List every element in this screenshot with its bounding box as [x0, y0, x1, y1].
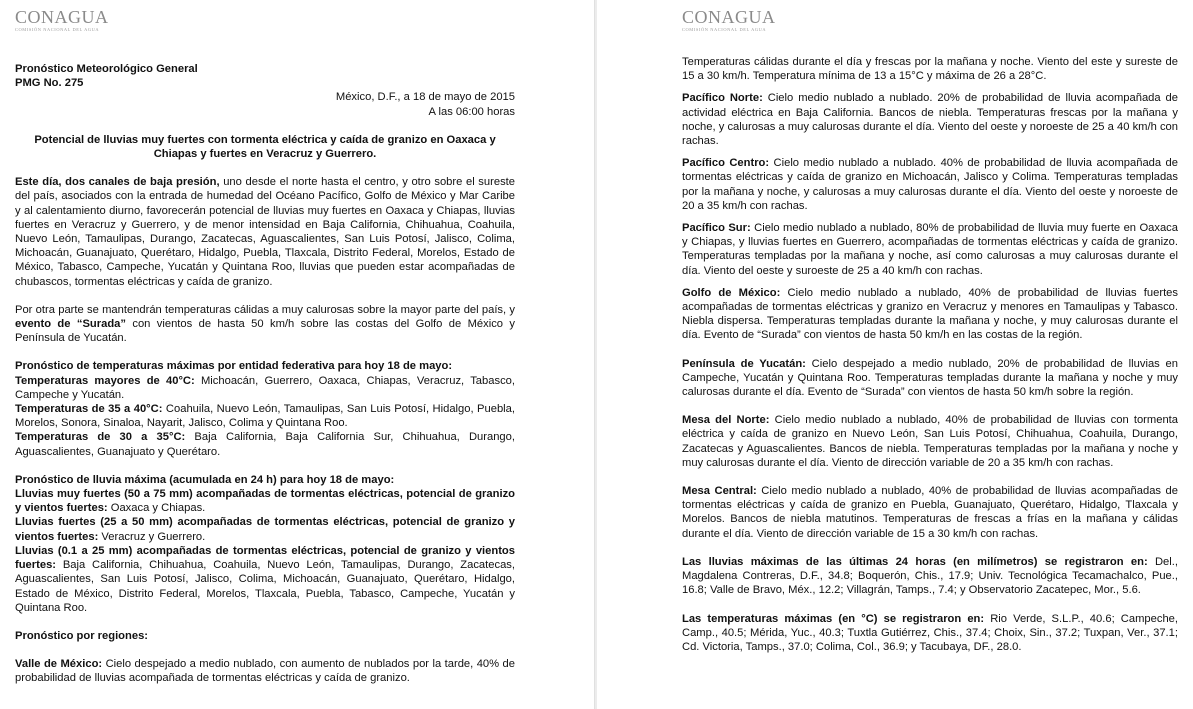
region-pacifico-norte — [682, 91, 1178, 148]
region-text: Cielo medio nublado a nublado. 40% de probabilidad de lluvia acompañada de tormentas eléctricas y caída de granizo en Michoacán, Jalisco y Colima. Temperaturas templadas por la mañana y noche, y calurosas a muy calurosas durante el día. Viento del oeste y noroeste de 20 a 35 km/h con rachas. — [682, 157, 1178, 212]
doc-time: A las 06:00 horas — [428, 105, 515, 118]
rain-item-text: Baja California, Chihuahua, Coahuila, Nuevo León, Tamaulipas, Durango, Zacatecas, Aguascalientes, San Luis Potosí, Jalisco, Colima, Michoacán, Guanajuato, Querétaro, Hidalgo, Estado de México, Distrito Federal, Morelos, Tlaxcala, Puebla, Tabasco, Campeche, Yucatán y Quintana Roo. — [15, 559, 515, 614]
logo-wordmark: CONAGUA — [15, 7, 109, 27]
surada-post: con vientos de hasta 50 km/h sobre las costas del Golfo de México y Península de Yucatán. — [15, 318, 515, 345]
region-label: Mesa del Norte: — [682, 414, 770, 427]
rain-item-label: Lluvias fuertes (25 a 50 mm) acompañadas de tormentas eléctricas, potencial de granizo y vientos fuertes: — [15, 516, 515, 543]
doc-date: México, D.F., a 18 de mayo de 2015 — [335, 91, 515, 104]
conagua-logo — [682, 8, 776, 32]
logo-subtitle: COMISIÓN NACIONAL DEL AGUA — [15, 27, 100, 32]
region-text: Cielo medio nublado a nublado. 20% de probabilidad de lluvia acompañada de actividad eléctrica en Baja California. Bancos de niebla. Temperaturas frescas por la mañana y noche, y calurosas a muy calurosas durante el día. Viento del oeste y noroeste de 25 a 40 km/h con rachas. — [682, 92, 1178, 148]
rain-max-label: Las lluvias máximas de las últimas 24 horas (en milímetros) se registraron en: — [682, 555, 1148, 568]
rain-item — [15, 487, 515, 515]
temp-item-text: Michoacán, Guerrero, Oaxaca, Chiapas, Veracruz, Tabasco, Campeche y Yucatán. — [15, 374, 515, 401]
logo-subtitle: COMISIÓN NACIONAL DEL AGUA — [682, 27, 767, 32]
document-page-right — [597, 0, 1193, 709]
intro-paragraph — [15, 175, 515, 289]
rain-section — [15, 473, 515, 615]
surada-paragraph — [15, 303, 515, 346]
intro-bold: Este día, dos canales de baja presión, — [15, 176, 220, 189]
region-mesa-norte — [682, 413, 1178, 470]
region-pacifico-sur — [682, 221, 1178, 278]
surada-pre: Por otra parte se mantendrán temperaturas cálidas a muy calurosas sobre la mayor parte del país, y — [15, 303, 515, 316]
region-label: Pacífico Norte: — [682, 92, 763, 105]
temp-item-text: Coahuila, Nuevo León, Tamaulipas, San Luis Potosí, Hidalgo, Puebla, Morelos, Sonora, Sinaloa, Nayarit, Jalisco, Colima y Quintana Roo. — [15, 403, 515, 430]
region-label: Valle de México: — [15, 658, 103, 671]
valle-continuation: Temperaturas cálidas durante el día y frescas por la mañana y noche. Viento del este y sureste de 15 a 30 km/h. Temperatura mínima de 13 a 15°C y máxima de 26 a 28°C. — [682, 56, 1178, 83]
rain-item — [15, 515, 515, 543]
temp-max-label: Las temperaturas máximas (en °C) se registraron en: — [682, 612, 985, 625]
region-label: Península de Yucatán: — [682, 357, 806, 370]
rain-item — [15, 544, 515, 615]
logo-wordmark: CONAGUA — [682, 7, 776, 27]
regions-heading — [15, 629, 515, 643]
temp-max-paragraph — [682, 612, 1178, 655]
surada-bold: evento de “Surada” — [15, 318, 126, 331]
region-peninsula-yucatan — [682, 357, 1178, 400]
region-text: Cielo medio nublado a nublado, 40% de probabilidad de lluvias fuertes acompañadas de tormentas eléctricas y granizo en Veracruz y menores en Tamaulipas y Tabasco. Niebla dispersa. Temperaturas templadas durante la mañana y noche, y muy calurosas durante el día. Evento de “Surada” con vientos de hasta 50 km/h en las costas de la región. — [682, 286, 1178, 342]
right-page-content — [682, 55, 1178, 654]
temp-max-text: Rio Verde, S.L.P., 40.6; Campeche, Camp., 40.5; Mérida, Yuc., 40.3; Tuxtla Gutiérrez, Chis., 37.4; Choix, Sin., 37.2; Tuxpan, Ver., 37.1; Cd. Victoria, Tamps., 37.0; Colima, Col., 36.9; y Tacubaya, DF., 28.0. — [682, 612, 1178, 653]
rain-max-text: Del., Magdalena Contreras, D.F., 34.8; Boquerón, Chis., 17.9; Univ. Tecnológica Tecamachalco, Pue., 16.8; Valle de Bravo, Méx., 12.2; Villagrán, Tamps., 7.4; y Observatorio Zacatepec, Mor., 5.6. — [682, 555, 1178, 597]
region-text: Cielo despejado a medio nublado, 20% de probabilidad de lluvias en Campeche, Yucatán y Quintana Roo. Temperaturas templadas durante la mañana y noche y muy calurosas durante el día. Evento de “Surada” con vientos de hasta 50 km/h sobre la región. — [682, 357, 1178, 399]
document-page-left — [0, 0, 596, 709]
temperature-section — [15, 359, 515, 458]
rain-item-text: Oaxaca y Chiapas. — [107, 502, 206, 515]
region-mesa-central — [682, 484, 1178, 541]
rain-item-label: Lluvias muy fuertes (50 a 75 mm) acompañadas de tormentas eléctricas, potencial de granizo y vientos fuertes: — [15, 488, 515, 515]
temps-heading: Pronóstico de temperaturas máximas por entidad federativa para hoy 18 de mayo: — [15, 360, 453, 373]
rain-max-paragraph — [682, 555, 1178, 598]
doc-title: Pronóstico Meteorológico General — [15, 63, 198, 75]
temp-item-label: Temperaturas mayores de 40°C: — [15, 374, 195, 387]
temp-item — [15, 374, 515, 402]
region-label: Mesa Central: — [682, 485, 757, 498]
region-valle-mexico — [15, 657, 515, 685]
region-label: Pacífico Sur: — [682, 222, 751, 235]
region-pacifico-centro — [682, 156, 1178, 213]
regions-heading-text: Pronóstico por regiones: — [15, 629, 149, 642]
conagua-logo — [15, 8, 109, 32]
region-label: Pacífico Centro: — [682, 157, 770, 170]
region-label: Golfo de México: — [682, 286, 781, 299]
temp-item — [15, 430, 515, 458]
region-text: Cielo despejado a medio nublado, con aumento de nublados por la tarde, 40% de probabilidad de lluvias acompañada de tormentas eléctricas y caída de granizo. — [15, 658, 515, 685]
rain-item-label: Lluvias (0.1 a 25 mm) acompañadas de tormentas eléctricas, potencial de granizo y vientos fuertes: — [15, 544, 515, 572]
region-text: Cielo medio nublado a nublado, 40% de probabilidad de lluvias con tormenta eléctrica y caída de granizo en Nuevo León, San Luis Potosí, Chihuahua, Coahuila, Durango, Zacatecas y Aguascalientes. Bancos de niebla. Temperaturas templadas por la mañana y noche y muy calurosas durante el día. Viento de dirección variable de 20 a 35 km/h con rachas. — [682, 414, 1178, 469]
region-text: Cielo medio nublado a nublado, 80% de probabilidad de lluvia muy fuerte en Oaxaca y Chiapas, y lluvias fuertes en Guerrero, acompañadas de tormentas eléctricas y caída de granizo. Temperaturas templadas por la mañana y noche, así como calurosas a muy calurosas durante el día. Viento del oeste y suroeste de 25 a 40 km/h con rachas. — [682, 222, 1178, 277]
left-page-content — [15, 62, 515, 686]
rain-item-text: Veracruz y Guerrero. — [98, 530, 206, 543]
region-golfo-mexico — [682, 286, 1178, 343]
region-text: Cielo medio nublado a nublado, 40% de probabilidad de lluvias acompañadas de tormentas eléctricas y caída de granizo en Puebla, Guanajuato, Querétaro, Hidalgo, Tlaxcala y Morelos. Bancos de niebla matutinos. Temperaturas de frescas a frías en la mañana y cálidas durante el día. Viento de dirección variable de 15 a 30 km/h con rachas. — [682, 485, 1178, 540]
doc-number: PMG No. 275 — [15, 77, 84, 90]
temp-item-label: Temperaturas de 35 a 40°C: — [15, 403, 163, 416]
temp-item-label: Temperaturas de 30 a 35°C: — [15, 431, 186, 444]
intro-text: uno desde el norte hasta el centro, y otro sobre el sureste del país, asociados con la entrada de humedad del Océano Pacífico, Golfo de México y Mar Caribe y al calentamiento diurno, favorecerán potencial de lluvias muy fuertes en Oaxaca y Chiapas, lluvias fuertes en Veracruz y Guerrero, y de menor intensidad en Baja California, Chihuahua, Coahuila, Nuevo León, Tamaulipas, Durango, Zacatecas, Aguascalientes, San Luis Potosí, Jalisco, Colima, Michoacán, Guanajuato, Querétaro, Hidalgo, Puebla, Tlaxcala, Distrito Federal, Morelos, Estado de México, Tabasco, Campeche, Yucatán y Quintana Roo, lluvias que pueden estar acompañadas de chubascos, tormentas eléctricas y caída de granizo. — [15, 176, 515, 288]
rain-heading: Pronóstico de lluvia máxima (acumulada en 24 h) para hoy 18 de mayo: — [15, 473, 395, 486]
temp-item — [15, 402, 515, 430]
doc-headline: Potencial de lluvias muy fuertes con tormenta eléctrica y caída de granizo en Oaxaca y Chiapas y fuertes en Veracruz y Guerrero. — [34, 133, 496, 161]
temp-item-text: Baja California, Baja California Sur, Chihuahua, Durango, Aguascalientes, Guanajuato y Querétaro. — [15, 431, 515, 458]
